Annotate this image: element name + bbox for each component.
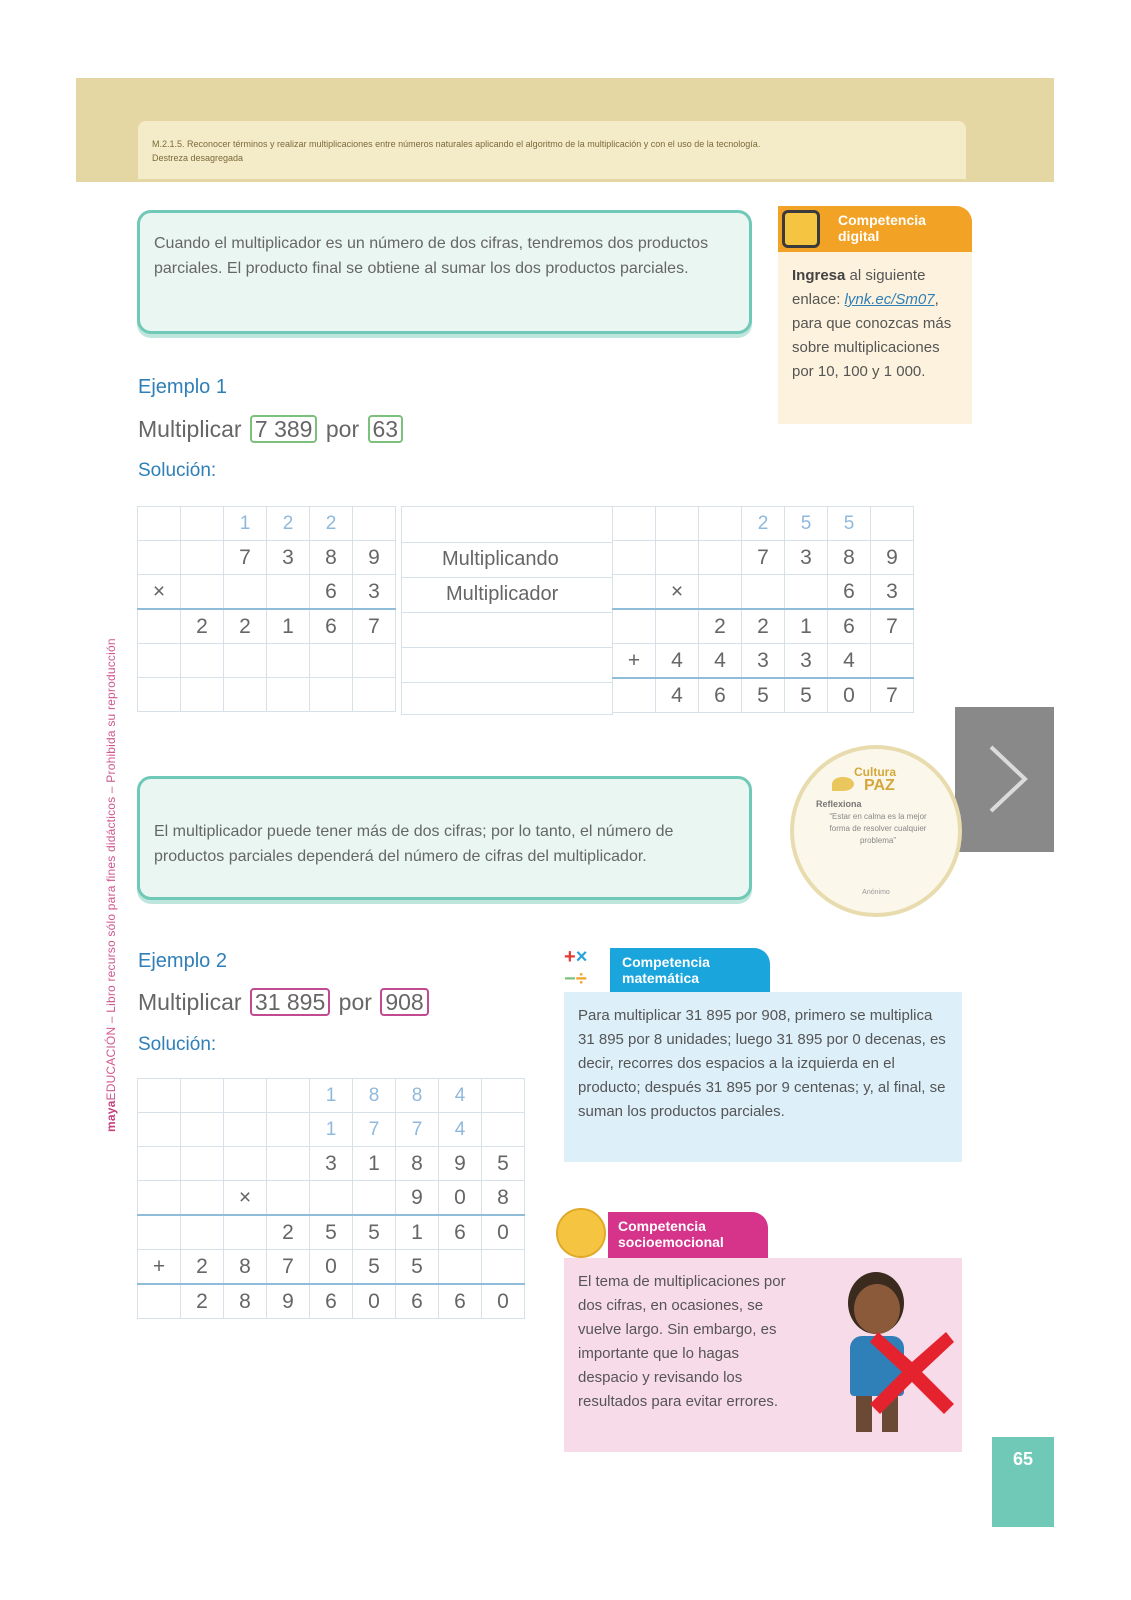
- grid-cell: 2: [181, 609, 224, 644]
- grid-cell: [138, 609, 181, 644]
- grid-row: [138, 1079, 525, 1113]
- grid-cell: 1: [353, 1147, 396, 1181]
- grid-cell: [138, 507, 181, 541]
- competencia-socioemocional-panel: [556, 1208, 962, 1452]
- cultura-quote: “Estar en calma es la mejor forma de resolver cualquier problema”: [829, 812, 927, 845]
- grid-row: [138, 507, 396, 541]
- brand-name: maya: [104, 1100, 118, 1132]
- grid-cell: 6: [439, 1215, 482, 1250]
- competencia-digital-text: [778, 252, 972, 424]
- grid-cell: [138, 1215, 181, 1250]
- grid-cell: 2: [699, 609, 742, 644]
- grid-cell: 5: [742, 678, 785, 713]
- grid-cell: [138, 1113, 181, 1147]
- label-column: [401, 506, 613, 715]
- grid-cell: 7: [353, 609, 396, 644]
- grid-cell: [871, 507, 914, 541]
- grid-cell: 1: [785, 609, 828, 644]
- multiplication-grid-1-left: [137, 506, 396, 712]
- grid-cell: 4: [699, 644, 742, 679]
- grid-cell: [224, 575, 267, 610]
- grid-cell: [181, 678, 224, 712]
- grid-cell: [138, 1079, 181, 1113]
- grid-cell: [224, 644, 267, 678]
- grid-cell: 0: [439, 1181, 482, 1216]
- example-2-solution: Solución:: [138, 1034, 217, 1055]
- grid-cell: [353, 507, 396, 541]
- grid-cell: 2: [742, 609, 785, 644]
- page-number: 65: [992, 1437, 1054, 1527]
- cultura-title-1: Cultura: [854, 765, 896, 779]
- grid-cell: 8: [224, 1250, 267, 1285]
- competencia-matematica-panel: [564, 946, 962, 1162]
- grid-row: [613, 609, 914, 644]
- grid-cell: 3: [310, 1147, 353, 1181]
- grid-cell: 0: [353, 1284, 396, 1319]
- grid-cell: 6: [828, 609, 871, 644]
- cultura-reflection: Reflexiona: [816, 799, 862, 809]
- grid-cell: [267, 678, 310, 712]
- grid-cell: [482, 1250, 525, 1285]
- grid-cell: 1: [267, 609, 310, 644]
- grid-cell: [613, 575, 656, 610]
- grid-cell: 4: [828, 644, 871, 679]
- grid-cell: 8: [310, 541, 353, 575]
- grid-cell: [742, 575, 785, 610]
- grid-cell: [181, 507, 224, 541]
- grid-cell: 5: [353, 1250, 396, 1285]
- grid-cell: [224, 1215, 267, 1250]
- side-copyright-text: EDUCACIÓN – Libro recurso sólo para fines didácticos – Prohibida su reproducción: [104, 638, 118, 1101]
- grid-cell: [267, 1181, 310, 1216]
- grid-cell: [439, 1250, 482, 1285]
- digital-text-1: al siguiente enlace:: [792, 267, 926, 308]
- competencia-digital-tab: Competencia digital: [778, 206, 972, 252]
- grid-row: [138, 575, 396, 610]
- grid-cell: [267, 575, 310, 610]
- competencia-digital-panel: [778, 206, 972, 424]
- grid-cell: [138, 1181, 181, 1216]
- example-2-statement: [138, 988, 431, 1016]
- example-1-solution: Solución:: [138, 460, 217, 481]
- cultura-author: Anónimo: [862, 889, 890, 896]
- grid-cell: ×: [224, 1181, 267, 1216]
- grid-cell: [267, 1079, 310, 1113]
- standard-text-2: Destreza desagregada: [152, 153, 244, 163]
- grid-cell: [138, 1284, 181, 1319]
- grid-row: [613, 644, 914, 679]
- grid-cell: 8: [396, 1147, 439, 1181]
- grid-cell: [785, 575, 828, 610]
- digital-bold: Ingresa: [792, 267, 846, 284]
- skill-standard: [138, 121, 966, 179]
- grid-cell: 6: [396, 1284, 439, 1319]
- grid-cell: [138, 644, 181, 678]
- grid-cell: 0: [482, 1215, 525, 1250]
- example-2-title: Ejemplo 2: [138, 950, 227, 972]
- grid-cell: [267, 644, 310, 678]
- grid-cell: 4: [656, 644, 699, 679]
- grid-cell: 8: [828, 541, 871, 575]
- grid-cell: 9: [267, 1284, 310, 1319]
- grid-cell: 3: [742, 644, 785, 679]
- digital-link[interactable]: lynk.ec/Sm07: [844, 291, 935, 308]
- grid-cell: 9: [396, 1181, 439, 1216]
- grid-cell: [181, 1113, 224, 1147]
- grid-cell: [181, 1215, 224, 1250]
- grid-cell: [181, 541, 224, 575]
- grid-cell: 7: [871, 678, 914, 713]
- grid-cell: 9: [353, 541, 396, 575]
- grid-cell: 5: [785, 678, 828, 713]
- grid-cell: [656, 541, 699, 575]
- grid-cell: [310, 1181, 353, 1216]
- example-1-prefix: Multiplicar: [138, 416, 242, 442]
- grid-cell: 4: [439, 1079, 482, 1113]
- grid-cell: [482, 1113, 525, 1147]
- grid-row: [613, 575, 914, 610]
- grid-cell: 6: [310, 609, 353, 644]
- grid-cell: 2: [181, 1250, 224, 1285]
- grid-cell: [181, 575, 224, 610]
- grid-cell: 3: [353, 575, 396, 610]
- competencia-socioemocional-tab: Competencia socioemocional: [608, 1212, 768, 1258]
- cultura-paz-badge: [790, 745, 962, 917]
- grid-cell: 1: [310, 1113, 353, 1147]
- grid-row: [138, 1250, 525, 1285]
- multiplication-grid-2: [137, 1078, 525, 1319]
- grid-cell: [613, 609, 656, 644]
- multiplication-grid-1-right: [612, 506, 914, 713]
- grid-cell: [353, 678, 396, 712]
- grid-cell: +: [613, 644, 656, 679]
- grid-cell: [138, 678, 181, 712]
- grid-cell: [224, 1147, 267, 1181]
- grid-cell: 5: [482, 1147, 525, 1181]
- example-1-multiplier: 63: [368, 415, 404, 443]
- grid-cell: [310, 678, 353, 712]
- info-box-two-digit: Cuando el multiplicador es un número de dos cifras, tendremos dos productos parciales. El producto final se obtiene al sumar los dos productos parciales.: [137, 210, 752, 334]
- example-1-multiplicand: 7 389: [250, 415, 318, 443]
- grid-cell: 5: [353, 1215, 396, 1250]
- grid-cell: 7: [267, 1250, 310, 1285]
- grid-cell: 0: [828, 678, 871, 713]
- grid-cell: +: [138, 1250, 181, 1285]
- grid-cell: 2: [181, 1284, 224, 1319]
- grid-cell: 3: [871, 575, 914, 610]
- grid-cell: 9: [439, 1147, 482, 1181]
- grid-row: [138, 1284, 525, 1319]
- grid-row: [138, 1113, 525, 1147]
- grid-cell: 7: [396, 1113, 439, 1147]
- grid-cell: 9: [871, 541, 914, 575]
- grid-cell: [613, 678, 656, 713]
- grid-row: [138, 609, 396, 644]
- example-2-connector: por: [338, 989, 372, 1015]
- grid-cell: 7: [224, 541, 267, 575]
- grid-row: [138, 1181, 525, 1216]
- grid-cell: 8: [396, 1079, 439, 1113]
- grid-cell: 0: [482, 1284, 525, 1319]
- grid-cell: 3: [267, 541, 310, 575]
- dove-icon: [832, 777, 854, 791]
- example-2-multiplier: 908: [380, 988, 428, 1016]
- info-box-more-digits: El multiplicador puede tener más de dos cifras; por lo tanto, el número de productos parciales dependerá del número de cifras del multiplicador.: [137, 776, 752, 900]
- grid-row: [138, 644, 396, 678]
- red-x-icon: [868, 1326, 956, 1418]
- grid-cell: [699, 541, 742, 575]
- grid-cell: 6: [310, 1284, 353, 1319]
- next-page-button[interactable]: [955, 707, 1054, 852]
- grid-cell: 1: [224, 507, 267, 541]
- grid-cell: 0: [310, 1250, 353, 1285]
- grid-cell: 4: [656, 678, 699, 713]
- grid-row: [138, 678, 396, 712]
- grid-cell: [224, 1113, 267, 1147]
- grid-cell: 1: [396, 1215, 439, 1250]
- grid-cell: [613, 541, 656, 575]
- grid-row: [613, 541, 914, 575]
- example-2-prefix: Multiplicar: [138, 989, 242, 1015]
- grid-cell: 1: [310, 1079, 353, 1113]
- grid-row: [613, 507, 914, 541]
- grid-cell: [353, 644, 396, 678]
- example-2-multiplicand: 31 895: [250, 988, 330, 1016]
- child-illustration: [826, 1270, 956, 1440]
- grid-cell: 6: [439, 1284, 482, 1319]
- example-1-statement: [138, 415, 405, 443]
- competencia-socioemocional-text: El tema de multiplicaciones por dos cifras, en ocasiones, se vuelve largo. Sin embargo, es importante que lo hagas despacio y revisando los resultados para evitar errores.: [578, 1273, 786, 1410]
- grid-cell: [656, 507, 699, 541]
- grid-cell: 3: [785, 541, 828, 575]
- grid-cell: ×: [656, 575, 699, 610]
- grid-cell: [871, 644, 914, 679]
- grid-cell: [482, 1079, 525, 1113]
- digital-text-2: , para que conozcas más sobre multiplicaciones por 10, 100 y 1 000.: [792, 291, 952, 380]
- grid-cell: 8: [224, 1284, 267, 1319]
- grid-cell: 5: [310, 1215, 353, 1250]
- grid-cell: 5: [828, 507, 871, 541]
- grid-cell: [224, 678, 267, 712]
- example-1-connector: por: [325, 416, 360, 442]
- grid-cell: [656, 609, 699, 644]
- grid-row: [613, 678, 914, 713]
- grid-cell: [267, 1147, 310, 1181]
- grid-cell: [138, 541, 181, 575]
- math-operators-icon: +× −÷: [564, 946, 588, 990]
- grid-cell: 6: [699, 678, 742, 713]
- example-1-title: Ejemplo 1: [138, 376, 227, 398]
- grid-cell: 2: [310, 507, 353, 541]
- grid-cell: 2: [742, 507, 785, 541]
- grid-cell: 8: [353, 1079, 396, 1113]
- grid-cell: 2: [267, 1215, 310, 1250]
- grid-cell: 7: [353, 1113, 396, 1147]
- standard-text: M.2.1.5. Reconocer términos y realizar multiplicaciones entre números naturales aplicando el algoritmo de la multiplicación y con el uso de la tecnología.: [152, 139, 761, 149]
- grid-cell: 7: [742, 541, 785, 575]
- grid-cell: 6: [828, 575, 871, 610]
- chevron-right-icon: [955, 707, 1054, 852]
- grid-cell: 8: [482, 1181, 525, 1216]
- grid-cell: [181, 1079, 224, 1113]
- grid-cell: [613, 507, 656, 541]
- grid-cell: 7: [871, 609, 914, 644]
- cultura-title-2: PAZ: [864, 777, 895, 794]
- smiley-icon: [556, 1208, 606, 1258]
- grid-cell: [224, 1079, 267, 1113]
- competencia-matematica-text: Para multiplicar 31 895 por 908, primero se multiplica 31 895 por 8 unidades; luego 31 895 por 0 decenas, es decir, recorres dos espacios a la izquierda en el producto; después 31 895 por 9 centenas; y, al final, se suman los productos parciales.: [564, 992, 962, 1162]
- grid-cell: [181, 644, 224, 678]
- grid-cell: 2: [224, 609, 267, 644]
- grid-row: [138, 541, 396, 575]
- grid-cell: ×: [138, 575, 181, 610]
- grid-cell: [138, 1147, 181, 1181]
- side-copyright: [104, 432, 126, 1132]
- grid-cell: 5: [396, 1250, 439, 1285]
- grid-row: [138, 1147, 525, 1181]
- grid-cell: 6: [310, 575, 353, 610]
- grid-cell: [353, 1181, 396, 1216]
- grid-cell: 4: [439, 1113, 482, 1147]
- grid-cell: 3: [785, 644, 828, 679]
- grid-cell: [181, 1147, 224, 1181]
- grid-cell: 2: [267, 507, 310, 541]
- grid-cell: [699, 575, 742, 610]
- grid-row: [138, 1215, 525, 1250]
- competencia-matematica-tab: Competencia matemática: [610, 948, 770, 992]
- computer-icon: [782, 210, 820, 248]
- grid-cell: [181, 1181, 224, 1216]
- grid-cell: 5: [785, 507, 828, 541]
- grid-cell: [310, 644, 353, 678]
- grid-cell: [699, 507, 742, 541]
- grid-cell: [267, 1113, 310, 1147]
